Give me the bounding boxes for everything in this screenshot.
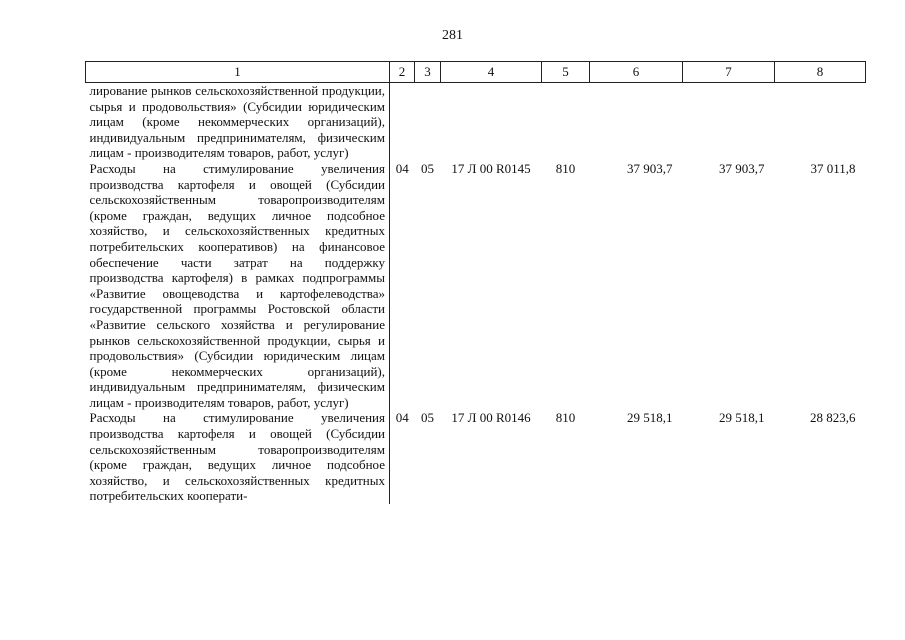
cell-amount-6: 37 903,7: [627, 160, 673, 176]
cell-amount-6: 29 518,1: [627, 410, 673, 426]
column-header: 7: [683, 62, 775, 83]
cell-amount-8: 28 823,6: [810, 410, 856, 426]
cell-target-article: 17 Л 00 R0145: [451, 160, 531, 176]
table-row: [86, 83, 866, 161]
cell-expense-type: [542, 83, 590, 161]
cell-section: [390, 83, 415, 161]
column-header: 4: [441, 62, 542, 83]
column-header: 2: [390, 62, 415, 83]
cell-amount-7: 37 903,7: [719, 160, 765, 176]
cell-section: 04: [395, 410, 409, 426]
cell-expense-type: 810: [555, 410, 576, 426]
column-header: 5: [542, 62, 590, 83]
row-description: Расходы на стимулирование увеличения производства картофеля и овощей (Субсидии сельскохозяйственным товаропроизводителям (кроме граждан, ведущих личное подсобное хозяйство, и сельскохозяйственных кредитных потребительских кооперати-: [86, 410, 390, 504]
column-header: 8: [775, 62, 866, 83]
budget-table: [85, 61, 866, 504]
table-header-row: [86, 62, 866, 83]
row-description: лирование рынков сельскохозяйственной продукции, сырья и продовольствия» (Субсидии юридическим лицам (кроме некоммерческих организаций), индивидуальным предпринимателям, физическим лицам - производителям товаров, работ, услуг): [86, 83, 390, 161]
column-header: 1: [86, 62, 390, 83]
cell-subsection: [415, 83, 441, 161]
cell-amount-8: 37 011,8: [810, 160, 856, 176]
cell-subsection: 05: [421, 410, 434, 426]
cell-amount-7: [683, 83, 775, 161]
cell-section: 04: [395, 160, 409, 176]
column-header: 3: [415, 62, 441, 83]
table-row: [86, 410, 866, 504]
row-description: Расходы на стимулирование увеличения производства картофеля и овощей (Субсидии сельскохозяйственным товаропроизводителям (кроме граждан, ведущих личное подсобное хозяйство, и сельскохозяйственных кредитных потребительских кооперативов) на финансовое обеспечение части затрат на поддержку производства картофеля) в рамках подпрограммы «Развитие овощеводства и картофелеводства» государственной программы Ростовской области «Развитие сельского хозяйства и регулирование рынков сельскохозяйственной продукции, сырья и продовольствия» (Субсидии юридическим лицам (кроме некоммерческих организаций), индивидуальным предпринимателям, физическим лицам - производителям товаров, работ, услуг): [86, 161, 390, 411]
column-header: 6: [590, 62, 683, 83]
cell-amount-7: 29 518,1: [719, 410, 765, 426]
cell-target-article: 17 Л 00 R0146: [451, 410, 531, 426]
cell-expense-type: 810: [555, 160, 576, 176]
cell-amount-8: [775, 83, 866, 161]
cell-amount-6: [590, 83, 683, 161]
cell-subsection: 05: [421, 160, 434, 176]
page-number: 281: [442, 28, 463, 43]
table-row: [86, 161, 866, 411]
cell-target-article: [441, 83, 542, 161]
